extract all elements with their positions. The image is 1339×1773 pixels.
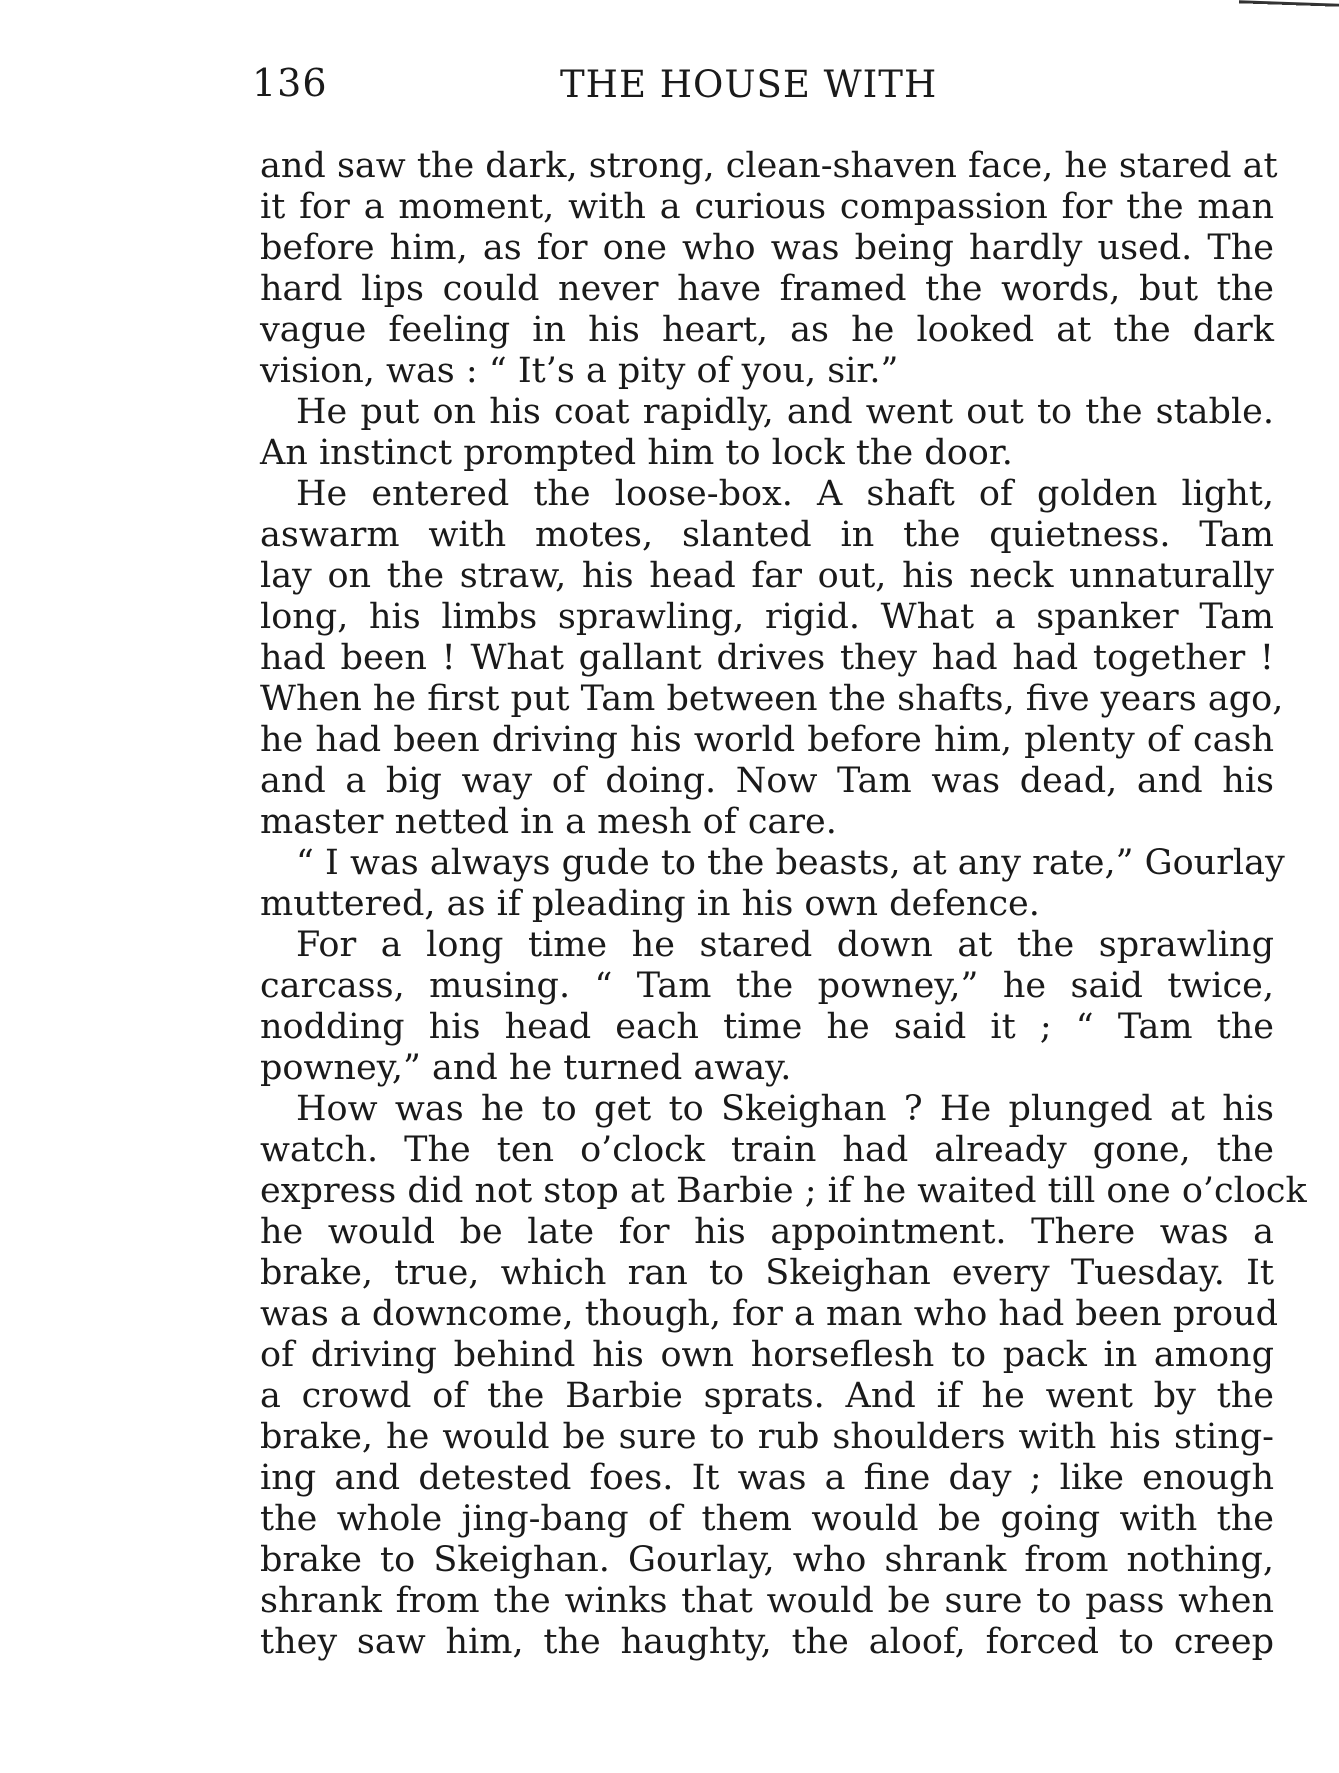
text-line: before him, as for one who was being hardly used. The bbox=[260, 228, 1274, 268]
text-line: watch. The ten o’clock train had already gone, the bbox=[260, 1130, 1274, 1170]
text-line: brake to Skeighan. Gourlay, who shrank from nothing, bbox=[260, 1540, 1274, 1580]
text-line: vague feeling in his heart, as he looked at the dark bbox=[260, 310, 1274, 350]
text-line: muttered, as if pleading in his own defence. bbox=[260, 884, 1040, 924]
text-line: brake, true, which ran to Skeighan every Tuesday. It bbox=[260, 1253, 1274, 1293]
text-line: master netted in a mesh of care. bbox=[260, 802, 837, 842]
text-line: “ I was always gude to the beasts, at any rate,” Gourlay bbox=[296, 843, 1285, 883]
body-text bbox=[260, 146, 1307, 1663]
text-line: of driving behind his own horseflesh to pack in among bbox=[260, 1335, 1274, 1375]
text-line: When he first put Tam between the shafts, five years ago, bbox=[260, 679, 1284, 719]
text-line: He entered the loose-box. A shaft of golden light, bbox=[296, 474, 1274, 514]
text-line: hard lips could never have framed the words, but the bbox=[260, 269, 1274, 309]
text-line: long, his limbs sprawling, rigid. What a spanker Tam bbox=[260, 597, 1274, 637]
text-line: it for a moment, with a curious compassion for the man bbox=[260, 187, 1274, 227]
text-line: vision, was : “ It’s a pity of you, sir.” bbox=[260, 351, 899, 391]
text-line: and a big way of doing. Now Tam was dead, and his bbox=[260, 761, 1274, 801]
running-head: THE HOUSE WITH bbox=[560, 63, 938, 106]
text-line: carcass, musing. “ Tam the powney,” he said twice, bbox=[260, 966, 1274, 1006]
text-line: a crowd of the Barbie sprats. And if he went by the bbox=[260, 1376, 1274, 1416]
text-line: and saw the dark, strong, clean-shaven face, he stared at bbox=[260, 146, 1278, 186]
text-line: express did not stop at Barbie ; if he waited till one o’clock bbox=[260, 1171, 1307, 1211]
text-line: An instinct prompted him to lock the door. bbox=[260, 433, 1013, 473]
text-line: nodding his head each time he said it ; “ Tam the bbox=[260, 1007, 1274, 1047]
text-line: powney,” and he turned away. bbox=[260, 1048, 792, 1088]
scan-edge-mark bbox=[1239, 0, 1339, 9]
text-line: he had been driving his world before him, plenty of cash bbox=[260, 720, 1274, 760]
text-line: he would be late for his appointment. There was a bbox=[260, 1212, 1274, 1252]
text-line: had been ! What gallant drives they had had together ! bbox=[260, 638, 1274, 678]
text-line: they saw him, the haughty, the aloof, forced to creep bbox=[260, 1622, 1274, 1662]
text-line: For a long time he stared down at the sprawling bbox=[296, 925, 1274, 965]
text-line: ing and detested foes. It was a fine day ; like enough bbox=[260, 1458, 1274, 1498]
text-line: the whole jing-bang of them would be going with the bbox=[260, 1499, 1274, 1539]
text-line: aswarm with motes, slanted in the quietness. Tam bbox=[260, 515, 1274, 555]
text-line: lay on the straw, his head far out, his neck unnaturally bbox=[260, 556, 1274, 596]
text-line: How was he to get to Skeighan ? He plunged at his bbox=[296, 1089, 1274, 1129]
text-line: brake, he would be sure to rub shoulders with his sting- bbox=[260, 1417, 1274, 1457]
text-line: He put on his coat rapidly, and went out to the stable. bbox=[296, 392, 1274, 432]
text-line: shrank from the winks that would be sure to pass when bbox=[260, 1581, 1274, 1621]
page-number: 136 bbox=[252, 61, 328, 105]
text-line: was a downcome, though, for a man who had been proud bbox=[260, 1294, 1279, 1334]
